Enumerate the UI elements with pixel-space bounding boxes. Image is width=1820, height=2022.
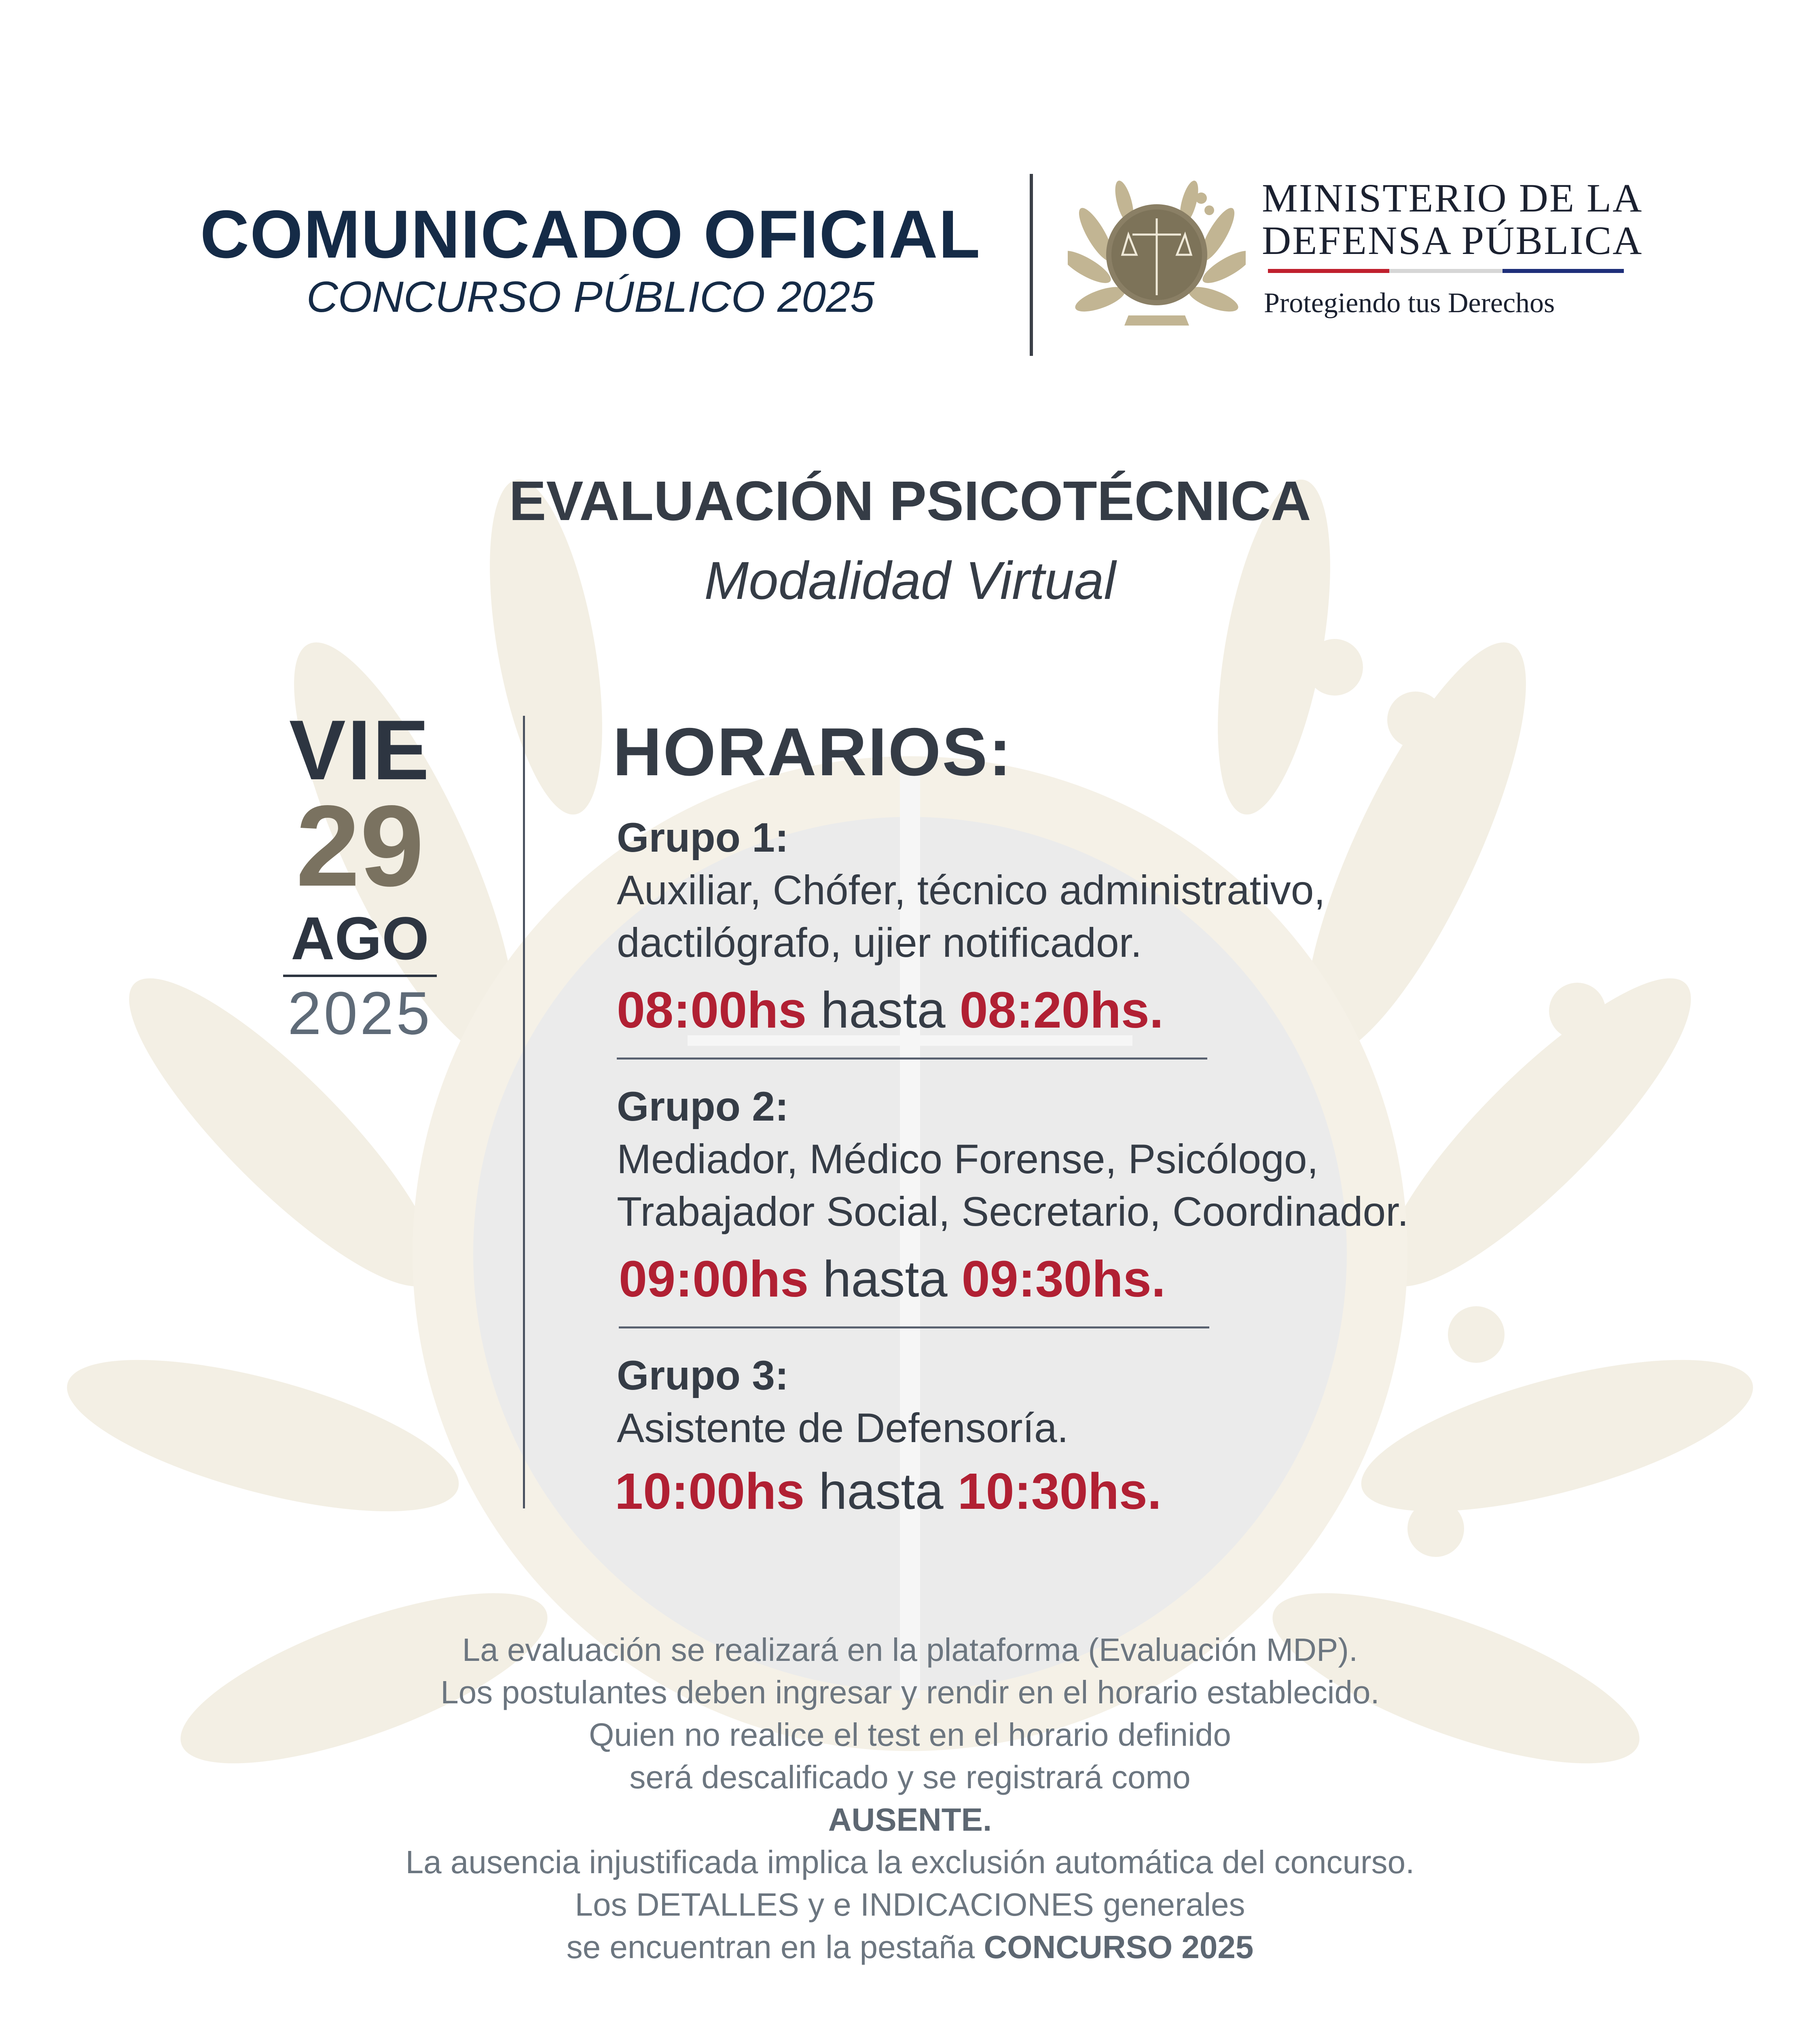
group-3-roles-line1: Asistente de Defensoría. bbox=[617, 1405, 1069, 1451]
note-line-1: La evaluación se realizará en la plataforma (Evaluación MDP). bbox=[462, 1632, 1358, 1668]
header-divider bbox=[1030, 174, 1033, 356]
note-line-6: La ausencia injustificada implica la exclusión automática del concurso. bbox=[405, 1844, 1415, 1880]
date-divider bbox=[283, 975, 437, 977]
ministry-tagline: Protegiendo tus Derechos bbox=[1264, 288, 1555, 319]
group-2-roles-line1: Mediador, Médico Forense, Psicólogo, bbox=[617, 1136, 1318, 1182]
group-1-time bbox=[617, 981, 1164, 1038]
note-line-4: será descalificado y se registrará como bbox=[629, 1759, 1191, 1795]
date-year: 2025 bbox=[288, 979, 432, 1047]
group-3-label: Grupo 3: bbox=[617, 1352, 789, 1398]
announcement-subtitle: CONCURSO PÚBLICO 2025 bbox=[306, 272, 875, 321]
evaluation-title: EVALUACIÓN PSICOTÉCNICA bbox=[509, 470, 1311, 532]
date-month: AGO bbox=[291, 904, 429, 972]
group-2-time bbox=[619, 1250, 1166, 1307]
group-1-roles-line2: dactilógrafo, ujier notificador. bbox=[617, 920, 1142, 966]
evaluation-modality: Modalidad Virtual bbox=[704, 551, 1116, 610]
group-3-connector: hasta bbox=[819, 1463, 944, 1520]
group-2-end-time: 09:30hs. bbox=[961, 1250, 1166, 1307]
note-absent-label: AUSENTE. bbox=[828, 1802, 992, 1838]
note-line-3: Quien no realice el test en el horario definido bbox=[589, 1717, 1231, 1753]
note-line-8-tab-name: CONCURSO 2025 bbox=[984, 1929, 1254, 1965]
note-line-8 bbox=[0, 1931, 1820, 1963]
group-separator bbox=[617, 1058, 1207, 1060]
note-line-2: Los postulantes deben ingresar y rendir en el horario establecido. bbox=[440, 1674, 1380, 1710]
flag-bar-blue bbox=[1503, 269, 1624, 273]
group-1-roles-line1: Auxiliar, Chófer, técnico administrativo, bbox=[617, 867, 1325, 913]
announcement-title: COMUNICADO OFICIAL bbox=[200, 196, 981, 272]
note-line-7: Los DETALLES y e INDICACIONES generales bbox=[575, 1887, 1245, 1923]
group-1-start-time: 08:00hs bbox=[617, 981, 807, 1038]
flag-bar-red bbox=[1268, 269, 1389, 273]
flag-bar-white bbox=[1389, 269, 1503, 273]
group-separator bbox=[619, 1326, 1209, 1328]
group-2-start-time: 09:00hs bbox=[619, 1250, 809, 1307]
group-3-end-time: 10:30hs. bbox=[957, 1463, 1162, 1520]
group-1-end-time: 08:20hs. bbox=[959, 981, 1164, 1038]
vertical-divider bbox=[523, 716, 525, 1508]
group-2-label: Grupo 2: bbox=[617, 1083, 789, 1129]
group-2-roles-line2: Trabajador Social, Secretario, Coordinador. bbox=[617, 1189, 1409, 1235]
group-1-label: Grupo 1: bbox=[617, 814, 789, 861]
note-line-8-text: se encuentran en la pestaña bbox=[566, 1929, 975, 1965]
ministry-name-line1: MINISTERIO DE LA bbox=[1262, 176, 1643, 220]
ministry-seal-logo bbox=[1068, 174, 1246, 336]
date-day-number: 29 bbox=[296, 782, 424, 910]
ministry-name-line2: DEFENSA PÚBLICA bbox=[1262, 218, 1643, 263]
schedule-title: HORARIOS: bbox=[613, 714, 1013, 790]
group-2-connector: hasta bbox=[823, 1250, 948, 1307]
group-3-time bbox=[615, 1463, 1162, 1520]
group-1-connector: hasta bbox=[821, 981, 946, 1038]
date-weekday: VIE bbox=[289, 702, 431, 797]
group-3-start-time: 10:00hs bbox=[615, 1463, 805, 1520]
